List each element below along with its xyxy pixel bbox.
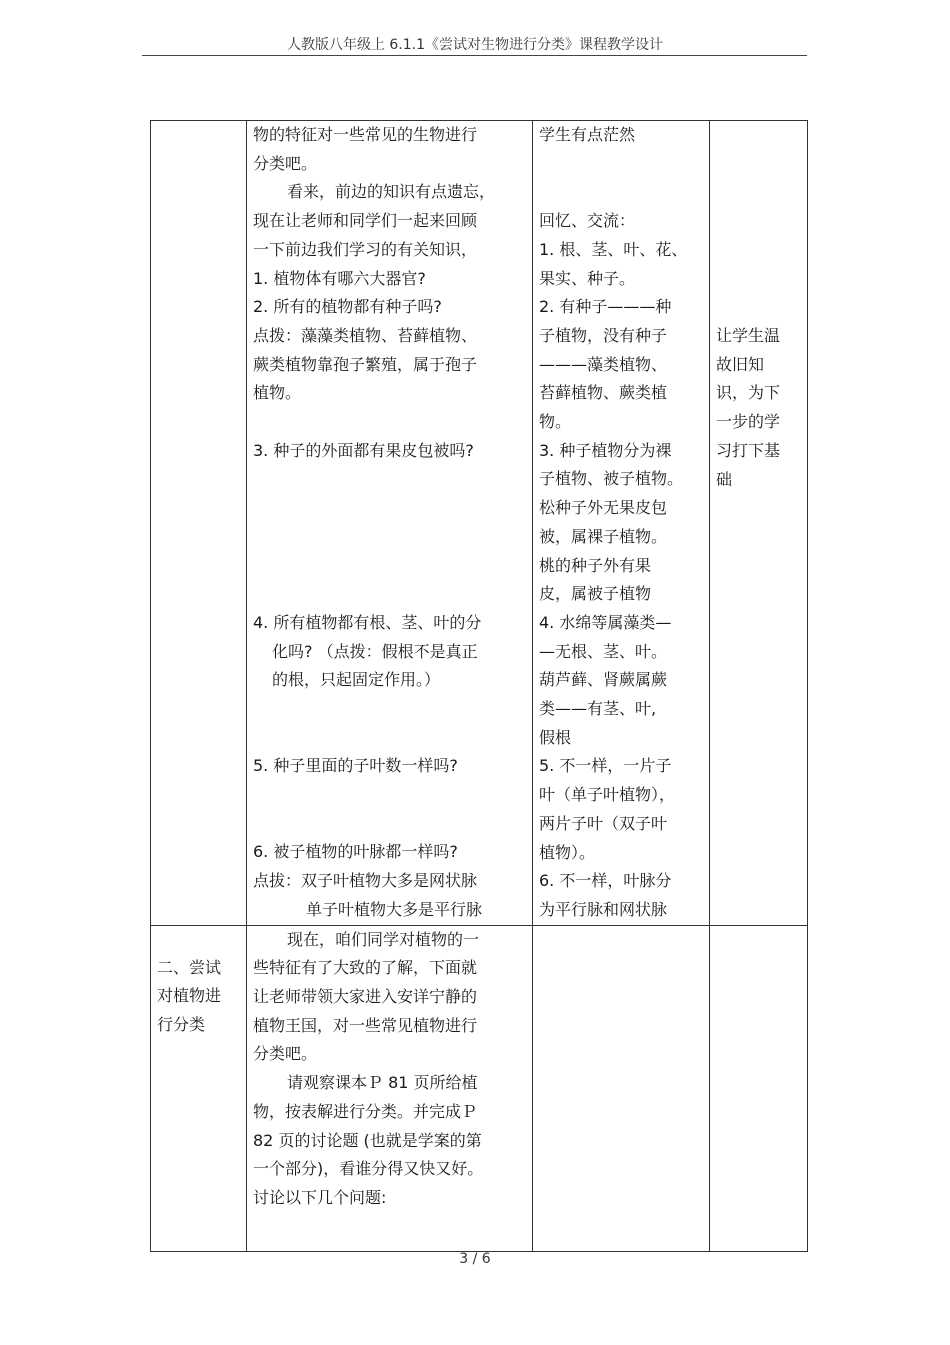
- page-number: 3 / 6: [459, 1251, 491, 1267]
- text-line: 苔藓植物、蕨类植: [539, 383, 668, 403]
- text-line: 植物王国，对一些常见植物进行: [253, 1015, 478, 1035]
- text-line: 为平行脉和网状脉: [539, 899, 668, 919]
- text-line: 皮，属被子植物: [539, 584, 652, 604]
- text-line: 点拨：藻藻类植物、苔藓植物、: [253, 325, 478, 345]
- teacher-activity-cell: [247, 925, 533, 1251]
- text-line: 6. 不一样，叶脉分: [539, 871, 672, 891]
- text-line: 子植物、被子植物。: [539, 469, 684, 489]
- text-line: 物的特征对一些常见的生物进行: [253, 125, 478, 144]
- text-line: 物。: [539, 412, 572, 432]
- lesson-table: [150, 120, 808, 1252]
- stage-title-line: 二、尝试: [157, 957, 222, 977]
- text-line: 葫芦藓、肾蕨属蕨: [539, 670, 668, 690]
- stage-title-line: 行分类: [157, 1015, 206, 1035]
- text-line: 果实、种子。: [539, 268, 636, 288]
- text-line: 单子叶植物大多是平行脉: [306, 899, 483, 919]
- text-line: 叶（单子叶植物），: [539, 785, 676, 805]
- stage-cell: [151, 121, 247, 926]
- text-line: —无根、茎、叶。: [539, 641, 668, 661]
- text-line: 蕨类植物靠孢子繁殖，属于孢子: [253, 354, 478, 374]
- text-line: 回忆、交流：: [539, 211, 636, 231]
- design-intent-cell: [710, 925, 808, 1251]
- text-line: 些特征有了大致的了解，下面就: [253, 958, 478, 978]
- text-line: 讨论以下几个问题:: [253, 1188, 387, 1207]
- text-line: 5. 不一样，一片子: [539, 756, 672, 776]
- text-line: 松种子外无果皮包: [539, 498, 668, 518]
- stage-title-line: 对植物进: [157, 986, 222, 1006]
- text-line: 4. 所有植物都有根、茎、叶的分: [253, 612, 482, 632]
- text-line: 现在让老师和同学们一起来回顾: [253, 211, 478, 231]
- text-line: 看来，前边的知识有点遗忘，: [287, 182, 496, 202]
- text-line: 一步的学: [716, 412, 781, 432]
- stage-cell: [151, 925, 247, 1251]
- header-rule: [142, 55, 807, 56]
- text-line: 类——有茎、叶,: [539, 699, 657, 719]
- text-line: 被，属裸子植物。: [539, 526, 668, 546]
- text-line: 植物）。: [539, 842, 596, 862]
- text-line: 3. 种子的外面都有果皮包被吗?: [253, 440, 474, 460]
- text-line: 点拔：双子叶植物大多是网状脉: [253, 871, 478, 891]
- text-line: 让老师带领大家进入安详宁静的: [253, 987, 478, 1007]
- text-line: ———藻类植物、: [539, 354, 668, 374]
- text-line: 习打下基: [716, 440, 781, 460]
- text-line: 1. 植物体有哪六大器官?: [253, 268, 426, 288]
- text-line: 5. 种子里面的子叶数一样吗?: [253, 756, 458, 776]
- table-row: [151, 121, 808, 926]
- text-line: 分类吧。: [253, 153, 318, 173]
- text-line: 1. 根、茎、叶、花、: [539, 239, 688, 259]
- text-line: 学生有点茫然: [539, 125, 636, 144]
- text-line: 6. 被子植物的叶脉都一样吗?: [253, 842, 458, 862]
- text-line: 请观察课本Ｐ 81 页所给植: [287, 1073, 478, 1093]
- text-line: 化吗? （点拨：假根不是真正: [272, 641, 478, 661]
- teacher-activity-cell: [247, 121, 533, 926]
- text-line: 础: [716, 469, 733, 489]
- text-line: 一下前边我们学习的有关知识，: [253, 239, 478, 259]
- text-line: 的根，只起固定作用。）: [272, 670, 441, 690]
- page-header: 人教版八年级上 6.1.1《尝试对生物进行分类》课程教学设计: [286, 37, 664, 53]
- text-line: 子植物，没有种子: [539, 325, 668, 345]
- text-line: 现在，咱们同学对植物的一: [287, 929, 480, 949]
- text-line: 让学生温: [716, 326, 781, 345]
- text-line: 2. 有种子———种: [539, 297, 672, 317]
- text-line: 两片子叶（双子叶: [539, 813, 668, 833]
- text-line: 2. 所有的植物都有种子吗?: [253, 297, 442, 317]
- text-line: 识，为下: [716, 383, 781, 403]
- student-activity-cell: [533, 925, 710, 1251]
- text-line: 分类吧。: [253, 1044, 318, 1064]
- design-intent-cell: [710, 121, 808, 926]
- text-line: 物，按表解进行分类。并完成Ｐ: [253, 1101, 478, 1121]
- text-line: 故旧知: [716, 354, 765, 374]
- text-line: 一个部分)，看谁分得又快又好。: [253, 1159, 484, 1179]
- text-line: 假根: [539, 727, 572, 747]
- table-row: [151, 925, 808, 1251]
- text-line: 植物。: [253, 383, 302, 403]
- text-line: 4. 水绵等属藻类—: [539, 612, 672, 632]
- student-activity-cell: [533, 121, 710, 926]
- text-line: 桃的种子外有果: [539, 555, 652, 575]
- text-line: 3. 种子植物分为裸: [539, 440, 672, 460]
- text-line: 82 页的讨论题 (也就是学案的第: [253, 1130, 482, 1150]
